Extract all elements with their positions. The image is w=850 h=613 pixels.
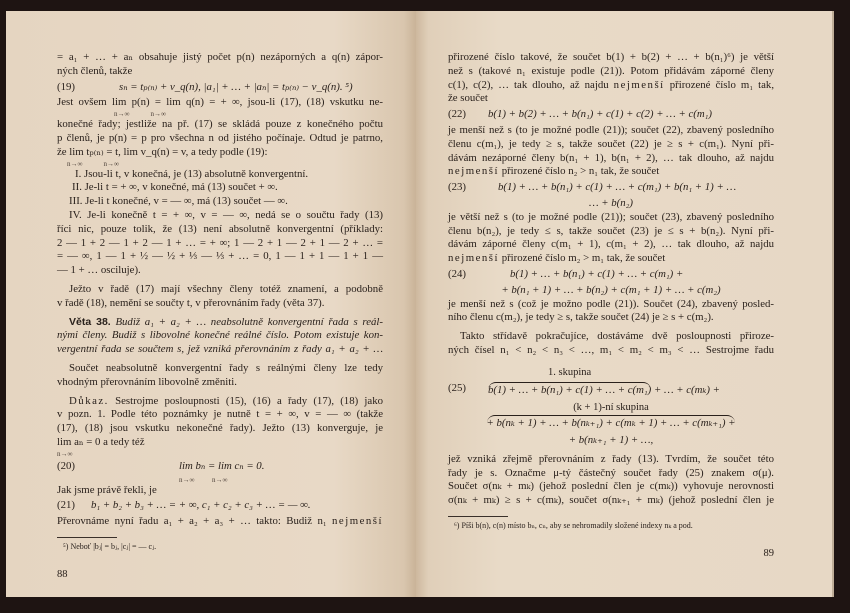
equation-number: (25)	[448, 381, 466, 394]
case-item: IV. Je-li konečně t = + ∞, v = — ∞, nedá se o součtu řady (13)	[69, 208, 383, 221]
limit-subscript: n→∞ n→∞	[67, 159, 119, 168]
emphasized-word: nejmenší	[448, 165, 499, 178]
page-number: 88	[57, 568, 68, 580]
text-line: v řadě (18), nemění se součty t, v přerovnáním řady (věta 37).	[57, 296, 325, 309]
equation-body: b(1) + … + b(n₁) + c(1) + … + c(m₁) + b(n₁ + 1) + …	[498, 181, 737, 194]
footnote: ⁵) Neboť |bⱼ| = bⱼ, |cⱼ| = — cⱼ.	[63, 541, 157, 551]
text-line: přirozené číslo takové, že součet b(1) + b(2) + … + b(n₁)⁶) je větší	[448, 51, 774, 63]
case-item: I. Jsou-li t, v konečná, je (13) absolutně konvergentní.	[75, 167, 309, 180]
text-line: dávám záporné členy c(m₁ + 1), c(m₁ + 2), … tak dlouho, až najdu	[448, 238, 774, 251]
text-fragment: přirozené číslo m₂ > m₁ tak, že součet	[501, 252, 666, 265]
case-item: II. Je-li t = + ∞, v konečné, má (13) součet + ∞.	[72, 181, 278, 194]
equation-number: (19)	[57, 80, 75, 93]
group-1-brace: b(1) + … + b(n₁) + c(1) + … + c(m₁)	[488, 383, 652, 396]
equation-body: + … + c(mₖ) +	[651, 383, 720, 396]
text-line: řady je s. Označme μ-tý částečný součet řady (25) znakem σ(μ).	[448, 466, 774, 479]
text-line: je menší než s (to je možné podle (21)); součet (22), zbavený posledního	[448, 123, 774, 136]
equation-number: (21)	[57, 499, 75, 512]
equation-23	[448, 181, 774, 195]
left-page-text	[57, 51, 383, 581]
text-line: je menší než s (což je možno podle (21)). Součet (24), zbavený posled-	[448, 297, 774, 310]
equation-number: (23)	[448, 181, 466, 194]
text-line: konečné řady; jestliže na př. (17) se skládá pouze z konečného počtu	[57, 118, 383, 131]
right-page	[416, 11, 834, 597]
equation-body: b(1) + b(2) + … + b(n₁) + c(1) + c(2) + … + c(m₁)	[488, 108, 713, 121]
limit-subscript: n→∞ n→∞	[179, 475, 228, 484]
proof-start	[57, 395, 383, 409]
text-line: lim aₙ = 0 a tedy též	[57, 435, 145, 448]
theorem-text: vergentní řada se součtem s, jež vzniká přerovnáním z řady a₁ + a₂ + …	[57, 343, 383, 356]
equation-continuation: + b(n₁ + 1) + … + b(n₂) + c(m₁ + 1) + … + c(m₂)	[501, 283, 721, 296]
equation-number: (22)	[448, 108, 466, 121]
footnote-divider	[57, 537, 117, 538]
equation-body: lim bₙ = lim cₙ = 0.	[179, 459, 265, 472]
emphasized-word: nejmenší	[332, 515, 383, 528]
text-line: je větší než s (to je možné podle (21)); součet (23), zbavený posledního	[448, 210, 774, 223]
equation-continuation: + b(nₖ₊₁ + 1) + …,	[568, 433, 654, 446]
proof-label: Důkaz.	[69, 394, 109, 407]
footnote: ⁶) Píši b(n), c(n) místo bₙ, cₙ, aby se nehromadily složené indexy nₖ a pod.	[454, 520, 693, 530]
emphasized-word: nejmenší	[448, 252, 499, 265]
text-line: — 1 + … osciluje).	[57, 264, 141, 277]
equation-19	[57, 81, 383, 95]
text-line: Jest ovšem lim p(n) = lim q(n) = + ∞, jsou-li (17), (18) vskutku ne-	[57, 96, 383, 109]
text-line: vhodným přerovnáním libovolně změniti.	[57, 375, 237, 388]
text-line: Takto střídavě pokračujíce, dostáváme dvě posloupnosti přiroze-	[460, 330, 774, 343]
text-line: (17), (18) jsou vskutku nekonečné řady). Ježto (13) konverguje, je	[57, 422, 383, 435]
equation-number: (20)	[57, 459, 75, 472]
text-line: říci nic, pouze tolik, že (13) není absolutně konvergentní (příklady:	[57, 222, 383, 235]
text-line	[57, 515, 383, 529]
equation-22	[448, 108, 774, 122]
text-line	[448, 165, 774, 179]
equation-continuation: … + b(n₂)	[588, 196, 634, 209]
text-line: p členů, je p(n) = p pro všechna n od jistého počínaje. Odtud je patrno,	[57, 131, 383, 144]
text-fragment: c(1), c(2), … tak dlouho, až najdu	[448, 78, 609, 91]
text-fragment: Přerovnáme nyní řadu a₁ + a₂ + a₃ + … takto: Budiž n₁	[57, 515, 327, 528]
text-line: Sestrojme posloupnosti (15), (16) a řady (17), (18) jako	[115, 394, 383, 407]
equation-body: sₙ = tₚ₍ₙ₎ + v_q(n), |a₁| + … + |aₙ| = tₚ₍ₙ₎ − v_q(n). ⁵)	[119, 80, 353, 93]
text-line: že lim tₚ₍ₙ₎ = t, lim v_q(n) = v, a tedy podle (19):	[57, 145, 268, 158]
theorem-label: Věta 38.	[69, 315, 111, 328]
text-line: Ježto v řadě (17) mají všechny členy totéž znamení, a podobně	[69, 282, 383, 295]
text-line: že součet	[448, 92, 488, 105]
equation-body: b₁ + b₂ + b₃ + … = + ∞, c₁ + c₂ + c₃ + … = — ∞.	[91, 499, 311, 512]
equation-body: b(1) + … + b(n₁) + c(1) + … + c(m₁) +	[510, 267, 684, 280]
group-label-k1: (k + 1)-ní skupina	[573, 402, 649, 414]
case-item: III. Je-li t konečné, v = — ∞, má (13) součet — ∞.	[69, 195, 288, 208]
emphasized-word: nejmenší	[613, 78, 665, 91]
equation-20	[57, 460, 383, 474]
text-line: = — ∞, 1 — 1 + ½ — ½ + ⅓ — ⅓ + … = 0, 1 — 1 + 1 — 1 + 1 —	[57, 250, 383, 263]
text-line: v pozn. 1. Podle této poznámky je nutně t = + ∞, v = — ∞ (takže	[57, 408, 383, 421]
left-page	[6, 11, 416, 597]
text-line: ných čísel n₁ < n₂ < n₃ < …, m₁ < m₂ < m₃ < … Sestrojme řadu	[448, 343, 774, 356]
equation-number: (24)	[448, 267, 466, 280]
text-line: σ(nₖ + mₖ) ≥ s + c(mₖ), součet σ(nₖ₊₁ + mₖ) (jehož poslední člen je	[448, 494, 774, 507]
page-number: 89	[763, 547, 774, 559]
theorem-38	[57, 316, 383, 330]
text-line	[448, 79, 774, 93]
equation-continuation	[448, 415, 774, 431]
theorem-text: nými členy. Budiž s libovolné konečné reálné číslo. Potom existuje kon-	[57, 329, 383, 342]
text-line: jež vzniká zřejmě přerovnáním z řady (13). Tvrdím, že součet této	[448, 452, 774, 465]
text-line: dávám nezáporné členy b(n₁ + 1), b(n₁ + 2), … tak dlouho, až najdu	[448, 151, 774, 164]
text-line: Součet σ(nₖ + mₖ) (jehož poslední člen je c(mₖ)) vyhovuje nerovnosti	[448, 480, 774, 493]
text-line: než s (takové n₁ existuje podle (21)). Potom přidávám záporné členy	[448, 64, 774, 77]
text-line: ního členu c(m₂), je tedy ≥ s, takže součet (24) je ≥ s + c(m₂).	[448, 311, 714, 324]
right-page-text	[448, 51, 774, 560]
group-k1-brace: + b(nₖ + 1) + … + b(nₖ₊₁) + c(mₖ + 1) + … + c(mₖ₊₁) +	[486, 417, 736, 430]
text-line: Součet neabsolutně konvergentní řady s reálnými členy lze tedy	[69, 361, 383, 374]
equation-21	[57, 499, 383, 513]
text-line: členu b(n₂), je tedy ≤ s, takže součet (23) je ≤ s + b(n₂). Nyní při-	[448, 224, 774, 237]
limit-subscript: n→∞ n→∞	[114, 110, 166, 119]
theorem-text: Budiž a₁ + a₂ + … neabsolutně konvergentní řada s reál-	[115, 315, 383, 328]
text-line: členu c(m₁), je tedy ≥ s, takže součet (22) je ≥ s + c(m₁). Nyní při-	[448, 137, 774, 150]
text-fragment: přirozené číslo n₂ > n₁ tak, že součet	[501, 165, 660, 178]
text-line: = a₁ + … + aₙ obsahuje jistý počet p(n) nezáporných a q(n) zápor-	[57, 51, 383, 63]
text-line: Jak jsme právě řekli, je	[57, 483, 157, 496]
equation-25	[448, 382, 774, 398]
text-line: 2 — 1 + 2 — 1 + 2 — 1 + … = + ∞; 1 — 2 + 1 — 2 + 1 — 2 + … =	[57, 236, 383, 249]
equation-24	[448, 268, 774, 282]
group-label-1: 1. skupina	[548, 366, 592, 378]
text-fragment: přirozené číslo m₁ tak,	[669, 78, 775, 91]
limit-subscript: n→∞	[57, 449, 73, 458]
text-line: ných členů, takže	[57, 64, 133, 77]
text-line	[448, 252, 774, 266]
footnote-divider	[448, 516, 508, 517]
